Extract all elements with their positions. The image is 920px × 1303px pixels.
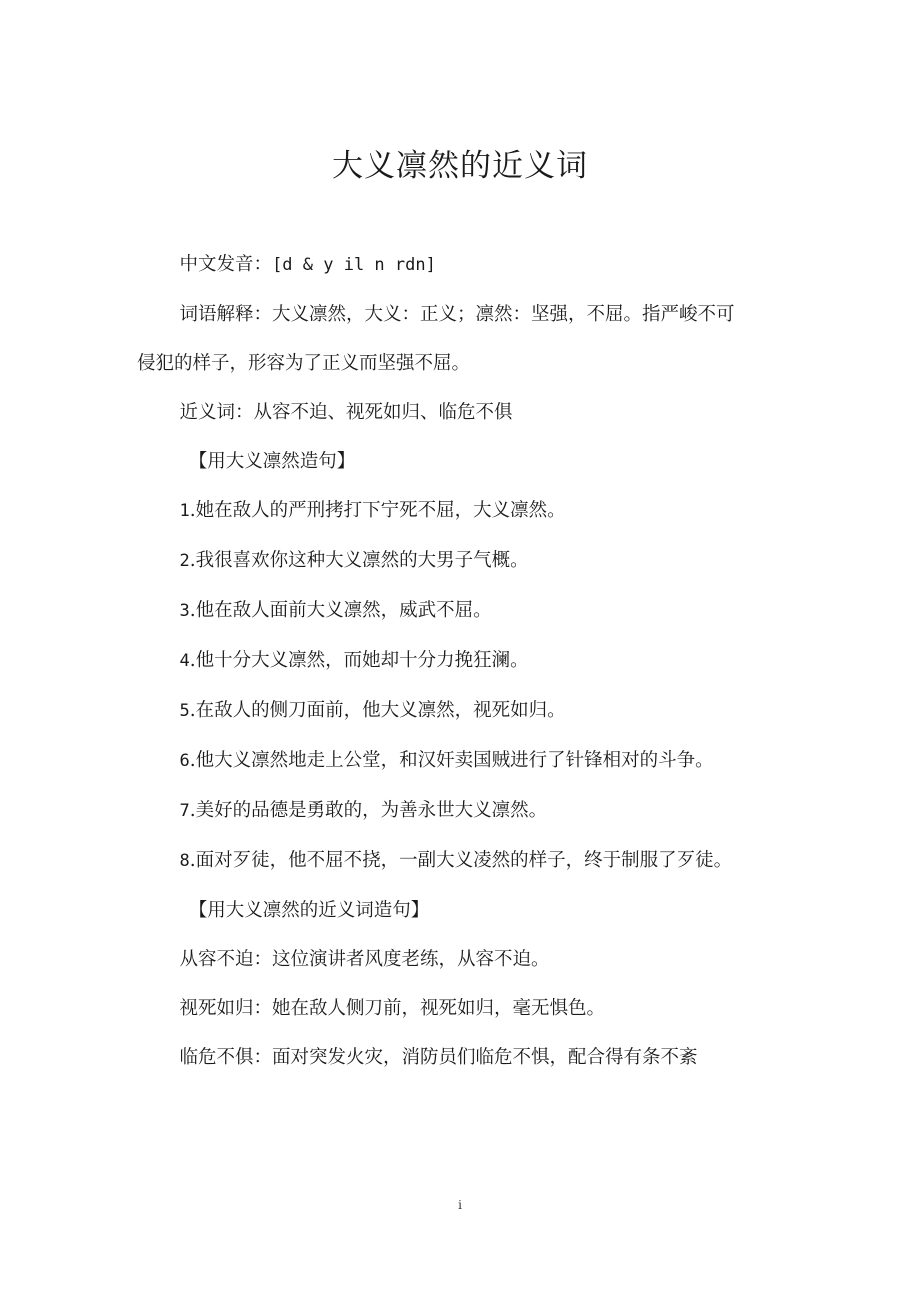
example-sentence bbox=[137, 586, 749, 636]
synonym-sentence: 视死如归：她在敌人侧刀前，视死如归，毫无惧色。 bbox=[179, 998, 606, 1019]
sentence-text: .美好的品德是勇敢的，为善永世大义凛然。 bbox=[189, 800, 548, 821]
example-sentence bbox=[137, 636, 749, 686]
sentence-text: .她在敌人的严刑拷打下宁死不屈，大义凛然。 bbox=[189, 500, 566, 521]
page-number: i bbox=[458, 1198, 462, 1212]
example-sentence bbox=[137, 486, 749, 536]
pronunciation-label: 中文发音： bbox=[179, 254, 273, 275]
synonyms-line: 近义词：从容不迫、视死如归、临危不俱 bbox=[179, 402, 513, 423]
sentence-text: .我很喜欢你这种大义凛然的大男子气概。 bbox=[189, 550, 529, 571]
pronunciation-line bbox=[137, 240, 749, 290]
definition-paragraph: 词语解释：大义凛然，大义：正义；凛然：坚强，不屈。指严峻不可侵犯的样子，形容为了正义而坚强不屈。 bbox=[137, 304, 735, 374]
example-sentence bbox=[137, 736, 749, 786]
sentence-text: .在敌人的侧刀面前，他大义凛然，视死如归。 bbox=[189, 700, 566, 721]
sentence-number: 4 bbox=[179, 651, 190, 671]
synonym-sentence: 从容不迫：这位演讲者风度老练，从容不迫。 bbox=[179, 949, 550, 970]
sentence-number: 6 bbox=[179, 751, 190, 771]
synonym-sentence: 临危不俱：面对突发火灾，消防员们临危不惧，配合得有条不紊 bbox=[179, 1047, 698, 1068]
example-sentence bbox=[137, 836, 749, 886]
sentence-number: 8 bbox=[179, 851, 190, 871]
example-sentence bbox=[137, 786, 749, 836]
sentence-number: 7 bbox=[179, 801, 190, 821]
document-body bbox=[137, 240, 749, 1082]
sentence-text: .他大义凛然地走上公堂，和汉奸卖国贼进行了针锋相对的斗争。 bbox=[189, 750, 714, 771]
example-sentence bbox=[137, 536, 749, 586]
pronunciation-value: [d & y il n rdn] bbox=[272, 255, 436, 275]
sentence-number: 1 bbox=[179, 501, 190, 521]
sentence-text: .他十分大义凛然，而她却十分力挽狂澜。 bbox=[189, 650, 529, 671]
section-heading-synonym-usage: 【用大义凛然的近义词造句】 bbox=[188, 900, 430, 921]
sentence-number: 5 bbox=[179, 701, 190, 721]
sentence-number: 3 bbox=[179, 601, 190, 621]
document-title: 大义凛然的近义词 bbox=[332, 148, 588, 184]
section-heading-usage: 【用大义凛然造句】 bbox=[188, 451, 356, 472]
sentence-text: .他在敌人面前大义凛然，威武不屈。 bbox=[189, 600, 492, 621]
example-sentence bbox=[137, 686, 749, 736]
sentence-number: 2 bbox=[179, 551, 190, 571]
sentence-text: .面对歹徒，他不屈不挠，一副大义凌然的样子，终于制服了歹徒。 bbox=[189, 850, 733, 871]
